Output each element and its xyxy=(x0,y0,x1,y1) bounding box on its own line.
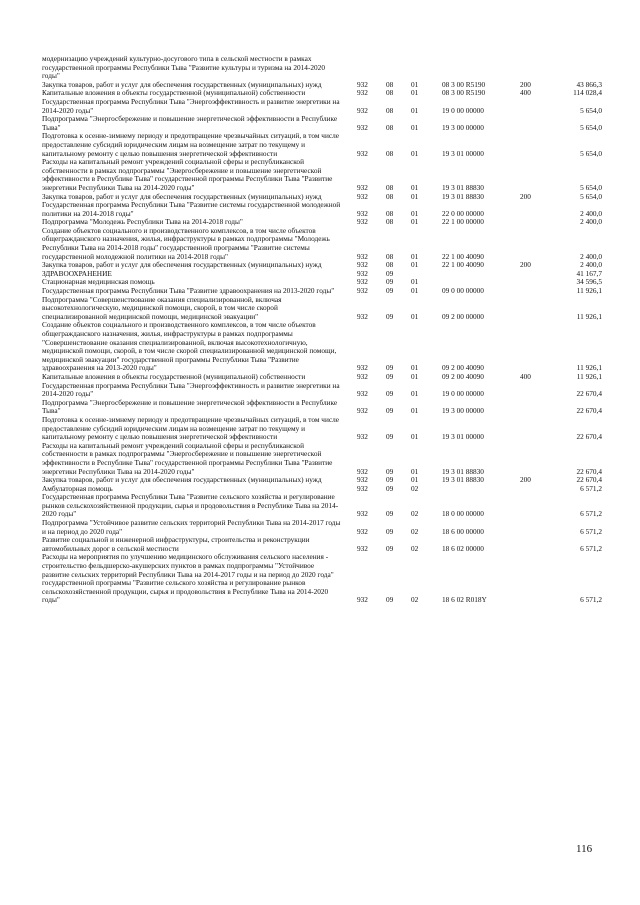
table-row xyxy=(42,442,602,476)
cell-pr: 01 xyxy=(411,277,419,287)
cell-sum: 43 866,3 xyxy=(576,79,602,89)
table-row xyxy=(42,98,602,115)
row-description: Подпрограмма "Устойчивое развитие сельских территорий Республики Тыва на 2014-2017 годы и на период до 2020 года" xyxy=(42,518,341,536)
cell-min: 932 xyxy=(357,509,368,519)
cell-rz: 09 xyxy=(386,475,394,485)
cell-csr: 19 3 01 88830 xyxy=(442,182,484,192)
cell-min: 932 xyxy=(357,475,368,485)
cell-sum: 22 670,4 xyxy=(576,466,602,476)
page-number: 116 xyxy=(576,843,593,855)
cell-sum: 34 596,5 xyxy=(576,277,602,287)
row-description: Развитие социальной и инженерной инфраструктуры, строительства и реконструкции автомобильных дорог в сельской местности xyxy=(42,535,310,553)
cell-csr: 08 3 00 R5190 xyxy=(442,88,486,98)
cell-csr: 18 6 02 00000 xyxy=(442,543,484,553)
cell-sum: 5 654,0 xyxy=(580,122,602,132)
cell-min: 932 xyxy=(357,88,368,98)
row-description: Государственная программа Республики Тыва "Развитие системы государственной молодежной политики на 2014-2018 годы" xyxy=(42,200,341,218)
row-description: Капитальные вложения в объекты государственной (муниципальной) собственности xyxy=(42,88,306,98)
cell-csr: 09 2 00 40090 xyxy=(442,363,484,373)
cell-pr: 01 xyxy=(411,260,419,270)
row-description: Расходы на капитальный ремонт учреждений социальной сферы и республиканской собственности в рамках подпрограммы "Энергосбережение и повышение энергетической эффективности в Республике Тыва" государственной программы Республики Тыва "Развитие энергетики Республики Тыва на 2014-2020 годы" xyxy=(42,157,333,192)
cell-rz: 08 xyxy=(386,105,394,115)
table-row xyxy=(42,382,602,399)
cell-pr: 01 xyxy=(411,191,419,201)
cell-csr: 18 6 02 R018Y xyxy=(442,595,487,605)
cell-rz: 08 xyxy=(386,148,394,158)
cell-rz: 08 xyxy=(386,217,394,227)
cell-pr: 01 xyxy=(411,371,419,381)
cell-pr: 01 xyxy=(411,251,419,261)
cell-rz: 08 xyxy=(386,208,394,218)
table-row xyxy=(42,553,602,605)
cell-pr: 01 xyxy=(411,311,419,321)
table-row xyxy=(42,476,602,485)
cell-min: 932 xyxy=(357,122,368,132)
cell-min: 932 xyxy=(357,595,368,605)
cell-pr: 01 xyxy=(411,208,419,218)
row-description: Закупка товаров, работ и услуг для обеспечения государственных (муниципальных) нужд xyxy=(42,475,322,485)
cell-vr: 200 xyxy=(520,191,531,201)
cell-csr: 19 0 00 00000 xyxy=(442,105,484,115)
cell-pr: 02 xyxy=(411,509,419,519)
cell-min: 932 xyxy=(357,191,368,201)
cell-sum: 6 571,2 xyxy=(580,543,602,553)
cell-rz: 08 xyxy=(386,182,394,192)
cell-csr: 19 3 01 00000 xyxy=(442,148,484,158)
cell-sum: 11 926,1 xyxy=(576,371,602,381)
cell-pr: 02 xyxy=(411,543,419,553)
row-description: Подпрограмма "Энергосбережение и повышение энергетической эффективности в Республике Тыва" xyxy=(42,397,338,416)
cell-min: 932 xyxy=(357,251,368,261)
cell-min: 932 xyxy=(357,148,368,158)
cell-pr: 01 xyxy=(411,182,419,192)
cell-min: 932 xyxy=(357,543,368,553)
cell-pr: 01 xyxy=(411,466,419,476)
cell-rz: 08 xyxy=(386,88,394,98)
cell-min: 932 xyxy=(357,105,368,115)
cell-csr: 22 1 00 00000 xyxy=(442,217,484,227)
table-row xyxy=(42,132,602,158)
table-row xyxy=(42,201,602,218)
table-row xyxy=(42,493,602,519)
cell-pr: 01 xyxy=(411,389,419,399)
cell-pr: 01 xyxy=(411,148,419,158)
cell-min: 932 xyxy=(357,286,368,296)
cell-csr: 09 2 00 40090 xyxy=(442,371,484,381)
cell-sum: 114 028,4 xyxy=(573,88,602,98)
cell-min: 932 xyxy=(357,466,368,476)
row-description: Закупка товаров, работ и услуг для обеспечения государственных (муниципальных) нужд xyxy=(42,260,322,270)
cell-sum: 5 654,0 xyxy=(580,191,602,201)
cell-sum: 11 926,1 xyxy=(576,286,602,296)
cell-sum: 6 571,2 xyxy=(580,595,602,605)
cell-csr: 18 0 00 00000 xyxy=(442,509,484,519)
cell-vr: 200 xyxy=(520,475,531,485)
row-description: Подпрограмма "Совершенствование оказания специализированной, включая высокотехнологическую, медицинской помощи, скорой, в том числе скорой специализированной медицинской помощи, медицинской эвакуации" xyxy=(42,294,282,321)
cell-rz: 08 xyxy=(386,79,394,89)
cell-min: 932 xyxy=(357,182,368,192)
cell-min: 932 xyxy=(357,483,368,493)
cell-csr: 22 1 00 40090 xyxy=(442,251,484,261)
cell-sum: 41 167,7 xyxy=(576,268,602,278)
cell-csr: 22 0 00 00000 xyxy=(442,208,484,218)
row-description: Закупка товаров, работ и услуг для обеспечения государственных (муниципальных) нужд xyxy=(42,79,322,89)
row-description: Подготовка к осенне-зимнему периоду и предотвращение чрезвычайных ситуаций, в том числе предоставление субсидий юридическим лицам на возмещение затрат по текущему и капитальному ремонту с целью повышения энергетической эффективности xyxy=(42,414,339,442)
cell-sum: 2 400,0 xyxy=(580,217,602,227)
cell-vr: 200 xyxy=(520,79,531,89)
cell-csr: 18 6 00 00000 xyxy=(442,526,484,536)
cell-csr: 19 3 01 00000 xyxy=(442,432,484,442)
cell-pr: 02 xyxy=(411,595,419,605)
cell-pr: 01 xyxy=(411,105,419,115)
cell-sum: 22 670,4 xyxy=(576,475,602,485)
cell-csr: 19 3 00 00000 xyxy=(442,406,484,416)
cell-sum: 11 926,1 xyxy=(576,363,602,373)
cell-rz: 09 xyxy=(386,406,394,416)
table-row xyxy=(42,536,602,553)
row-description: Стационарная медицинская помощь xyxy=(42,277,155,287)
row-description: Создание объектов социального и производственного комплексов, в том числе объектов общегражданского назначения, жилья, инфраструктуры в рамках подпрограммы "Молодежь Республики Тыва на 2014-2018 годы" государственной программы "Развитие системы государственной молодежной политики на 2014-2018 годы" xyxy=(42,225,330,261)
cell-sum: 6 571,2 xyxy=(580,483,602,493)
row-description: ЗДРАВООХРАНЕНИЕ xyxy=(42,268,112,278)
cell-sum: 22 670,4 xyxy=(576,432,602,442)
cell-pr: 02 xyxy=(411,483,419,493)
table-row xyxy=(42,399,602,416)
cell-csr: 09 0 00 00000 xyxy=(442,286,484,296)
cell-rz: 09 xyxy=(386,277,394,287)
cell-csr: 22 1 00 40090 xyxy=(442,260,484,270)
cell-rz: 09 xyxy=(386,371,394,381)
cell-sum: 22 670,4 xyxy=(576,406,602,416)
cell-min: 932 xyxy=(357,208,368,218)
cell-csr: 19 3 01 88830 xyxy=(442,191,484,201)
row-description: Расходы на капитальный ремонт учреждений социальной сферы и республиканской собственности в рамках подпрограммы "Энергосбережение и повышение энергетической эффективности в Республике Тыва" государственной программы Республики Тыва "Развитие энергетики Республики Тыва на 2014-2020 годы" xyxy=(42,440,333,476)
table-row xyxy=(42,227,602,261)
table-row xyxy=(42,296,602,322)
cell-pr: 01 xyxy=(411,79,419,89)
budget-table xyxy=(42,55,602,605)
row-description: Подпрограмма "Энергосбережение и повышение энергетической эффективности в Республике Тыва" xyxy=(42,114,338,132)
cell-sum: 5 654,0 xyxy=(580,148,602,158)
row-description: Подпрограмма "Молодежь Республики Тыва на 2014-2018 годы" xyxy=(42,217,243,227)
cell-csr: 19 3 01 88830 xyxy=(442,466,484,476)
row-description: Амбулаторная помощь xyxy=(42,483,113,493)
cell-rz: 09 xyxy=(386,595,394,605)
cell-rz: 09 xyxy=(386,286,394,296)
cell-rz: 09 xyxy=(386,311,394,321)
cell-vr: 400 xyxy=(520,88,531,98)
cell-sum: 2 400,0 xyxy=(580,260,602,270)
cell-rz: 09 xyxy=(386,483,394,493)
row-description: Подготовка к осенне-зимнему периоду и предотвращение чрезвычайных ситуаций, в том числе предоставление субсидий юридическим лицам на возмещение затрат по текущему и капитальному ремонту с целью повышения энергетической эффективности xyxy=(42,131,339,158)
cell-sum: 5 654,0 xyxy=(580,105,602,115)
cell-rz: 09 xyxy=(386,526,394,536)
cell-min: 932 xyxy=(357,363,368,373)
cell-pr: 01 xyxy=(411,88,419,98)
cell-csr: 19 0 00 00000 xyxy=(442,389,484,399)
cell-rz: 09 xyxy=(386,432,394,442)
cell-sum: 22 670,4 xyxy=(576,389,602,399)
row-description: Государственная программа Республики Тыва "Энергоэффективность и развитие энергетики на 2014-2020 годы" xyxy=(42,96,340,115)
cell-min: 932 xyxy=(357,432,368,442)
cell-csr: 08 3 00 R5190 xyxy=(442,79,486,89)
table-row xyxy=(42,115,602,132)
row-description: Государственная программа Республики Тыва "Развитие сельского хозяйства и регулирование рынков сельскохозяйственной продукции, сырья и продовольствия в Республике Тыва на 2014-2020 годы" xyxy=(42,492,339,519)
cell-pr: 01 xyxy=(411,286,419,296)
cell-pr: 01 xyxy=(411,406,419,416)
cell-min: 932 xyxy=(357,268,368,278)
cell-rz: 09 xyxy=(386,509,394,519)
cell-csr: 19 3 01 88830 xyxy=(442,475,484,485)
cell-rz: 09 xyxy=(386,543,394,553)
table-row xyxy=(42,158,602,192)
cell-pr: 02 xyxy=(411,526,419,536)
cell-rz: 08 xyxy=(386,251,394,261)
row-description: Расходы на мероприятия по улучшению медицинского обслуживания сельского населения - строительство фельдшерско-акушерских пунктов в рамках подпрограммы "Устойчивое развитие сельских территорий Республики Тыва на 2014-2017 годы и на период до 2020 года" государственной программы "Развитие сельского хозяйства и регулирование рынков сельскохозяйственной продукции, сырья и продовольствия в Республике Тыва на 2014-2020 годы" xyxy=(42,552,334,605)
cell-min: 932 xyxy=(357,406,368,416)
cell-sum: 5 654,0 xyxy=(580,182,602,192)
cell-pr: 01 xyxy=(411,122,419,132)
cell-pr: 01 xyxy=(411,217,419,227)
cell-rz: 09 xyxy=(386,268,394,278)
cell-vr: 200 xyxy=(520,260,531,270)
cell-csr: 19 3 00 00000 xyxy=(442,122,484,132)
row-description: Государственная программа Республики Тыва "Энергоэффективность и развитие энергетики на 2014-2020 годы" xyxy=(42,380,340,399)
cell-sum: 6 571,2 xyxy=(580,509,602,519)
table-row xyxy=(42,261,602,270)
cell-rz: 08 xyxy=(386,122,394,132)
table-row xyxy=(42,321,602,373)
cell-pr: 01 xyxy=(411,363,419,373)
table-row xyxy=(42,55,602,81)
cell-min: 932 xyxy=(357,79,368,89)
cell-sum: 11 926,1 xyxy=(576,311,602,321)
cell-rz: 09 xyxy=(386,466,394,476)
cell-sum: 6 571,2 xyxy=(580,526,602,536)
cell-min: 932 xyxy=(357,526,368,536)
cell-min: 932 xyxy=(357,277,368,287)
row-description: Государственная программа Республики Тыва "Развитие здравоохранения на 2013-2020 годы" xyxy=(42,286,335,296)
cell-vr: 400 xyxy=(520,371,531,381)
row-description: Создание объектов социального и производственного комплексов, в том числе объектов общегражданского назначения, жилья, инфраструктуры в рамках подпрограммы "Совершенствование оказания специализированной, включая высокотехнологичную, медицинской помощи, скорой, в том числе скорой специализированной медицинской помощи, медицинской эвакуации" государственной программы Республики Тыва "Развитие здравоохранения на 2013-2020 годы" xyxy=(42,320,337,373)
cell-rz: 08 xyxy=(386,191,394,201)
cell-min: 932 xyxy=(357,371,368,381)
cell-pr: 01 xyxy=(411,432,419,442)
table-row xyxy=(42,519,602,536)
cell-min: 932 xyxy=(357,217,368,227)
row-description: Закупка товаров, работ и услуг для обеспечения государственных (муниципальных) нужд xyxy=(42,191,322,201)
cell-sum: 2 400,0 xyxy=(580,208,602,218)
cell-rz: 09 xyxy=(386,363,394,373)
cell-min: 932 xyxy=(357,311,368,321)
cell-rz: 08 xyxy=(386,260,394,270)
cell-csr: 09 2 00 00000 xyxy=(442,311,484,321)
cell-pr: 01 xyxy=(411,475,419,485)
table-row xyxy=(42,416,602,442)
row-description: модернизацию учреждений культурно-досугового типа в сельской местности в рамках государственной программы Республики Тыва "Развитие культуры и туризма на 2014-2020 годы" xyxy=(42,54,325,81)
cell-min: 932 xyxy=(357,260,368,270)
cell-sum: 2 400,0 xyxy=(580,251,602,261)
cell-min: 932 xyxy=(357,389,368,399)
row-description: Капитальные вложения в объекты государственной (муниципальной) собственности xyxy=(42,371,306,381)
cell-rz: 09 xyxy=(386,389,394,399)
